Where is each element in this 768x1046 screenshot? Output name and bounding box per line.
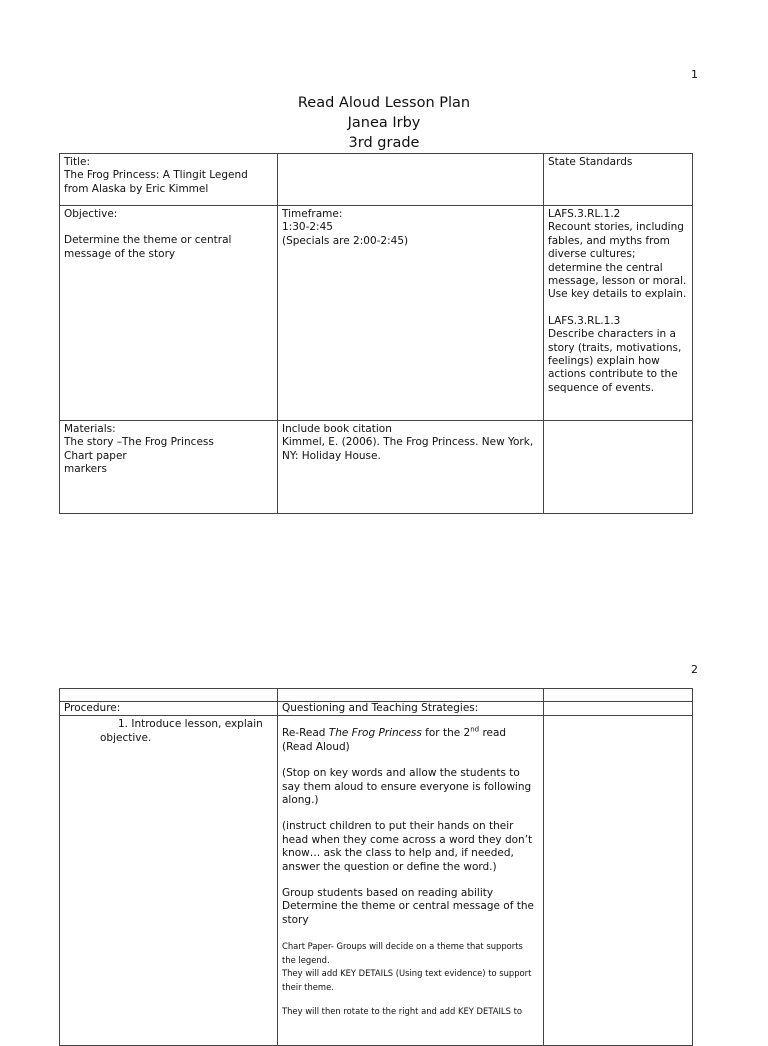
chart-paper-note: Chart Paper- Groups will decide on a theme that supports the legend. xyxy=(282,941,523,965)
empty-cell xyxy=(544,421,693,514)
page-number-1: 1 xyxy=(691,68,698,81)
strategies-cell xyxy=(278,716,544,1046)
empty-cell xyxy=(544,689,693,702)
title-label: Title: xyxy=(64,156,91,168)
empty-cell xyxy=(278,154,544,206)
timeframe-label: Timeframe: xyxy=(282,208,343,220)
book-title-line-2: from Alaska by Eric Kimmel xyxy=(64,182,209,195)
reread-instruction xyxy=(282,727,539,754)
procedure-table xyxy=(59,688,693,1046)
lesson-plan-title: Read Aloud Lesson Plan xyxy=(297,95,471,111)
standards-cell xyxy=(544,206,693,421)
page-number-2: 2 xyxy=(691,663,698,676)
material-story: The story –The Frog Princess xyxy=(64,436,214,449)
timeframe-cell xyxy=(278,206,544,421)
material-chart-paper: Chart paper xyxy=(64,449,127,462)
column-header-row xyxy=(60,702,693,716)
reread-prefix: Re-Read xyxy=(282,727,329,740)
grouping-line: Group students based on reading ability xyxy=(282,887,494,900)
empty-cell xyxy=(544,716,693,1046)
author-name: Janea Irby xyxy=(347,115,421,131)
standard-code-2: LAFS.3.RL.1.3 xyxy=(548,314,621,327)
timeframe-value: 1:30-2:45 xyxy=(282,221,333,234)
title-cell xyxy=(60,154,278,206)
standard-text-1: Recount stories, including fables, and myths from diverse cultures; determine the central message, lesson or moral. Use key details to explain. xyxy=(548,221,687,301)
stop-note: (Stop on key words and allow the students to say them aloud to ensure everyone is following along.) xyxy=(282,767,532,807)
procedure-cell xyxy=(60,716,278,1046)
materials-cell xyxy=(60,421,278,514)
procedure-row xyxy=(60,716,693,1046)
objective-label: Objective: xyxy=(64,208,118,220)
empty-cell xyxy=(278,689,544,702)
strategies-header: Questioning and Teaching Strategies: xyxy=(278,702,544,716)
theme-task-line: Determine the theme or central message of the story xyxy=(282,900,534,926)
lesson-plan-table xyxy=(59,153,693,514)
ordinal-suffix: nd xyxy=(470,725,480,734)
materials-label: Materials: xyxy=(64,423,116,435)
materials-row xyxy=(60,421,693,514)
book-title-italic: The Frog Princess xyxy=(328,727,422,740)
instruct-note: (instruct children to put their hands on their head when they come across a word they don’t know… ask the class to help and, if needed, answer the question or define the word.) xyxy=(282,820,533,873)
objective-text: Determine the theme or central message of the story xyxy=(64,234,232,260)
citation-cell xyxy=(278,421,544,514)
title-row xyxy=(60,154,693,206)
standard-code-1: LAFS.3.RL.1.2 xyxy=(548,208,621,220)
empty-cell xyxy=(60,689,278,702)
procedure-header: Procedure: xyxy=(60,702,278,716)
empty-cell xyxy=(544,702,693,716)
specials-note: (Specials are 2:00-2:45) xyxy=(282,234,409,247)
standards-header-cell xyxy=(544,154,693,206)
grade-level: 3rd grade xyxy=(348,135,420,151)
procedure-step-1: 1. Introduce lesson, explain objective. xyxy=(100,718,263,744)
reread-mid: for the 2 xyxy=(421,727,471,740)
state-standards-label: State Standards xyxy=(548,156,633,168)
material-markers: markers xyxy=(64,463,107,476)
objective-row xyxy=(60,206,693,421)
book-title-line-1: The Frog Princess: A Tlingit Legend xyxy=(64,169,248,182)
citation-text: Kimmel, E. (2006). The Frog Princess. New York, NY: Holiday House. xyxy=(282,436,534,462)
citation-label: Include book citation xyxy=(282,423,392,435)
standard-text-2: Describe characters in a story (traits, motivations, feelings) explain how actions contribute to the sequence of events. xyxy=(548,328,682,394)
objective-cell xyxy=(60,206,278,421)
key-details-note: They will add KEY DETAILS (Using text evidence) to support their theme. xyxy=(282,968,532,993)
blank-row xyxy=(60,689,693,702)
rotate-note: They will then rotate to the right and add KEY DETAILS to xyxy=(282,1005,522,1016)
reread-suffix: read (Read Aloud) xyxy=(282,727,507,753)
